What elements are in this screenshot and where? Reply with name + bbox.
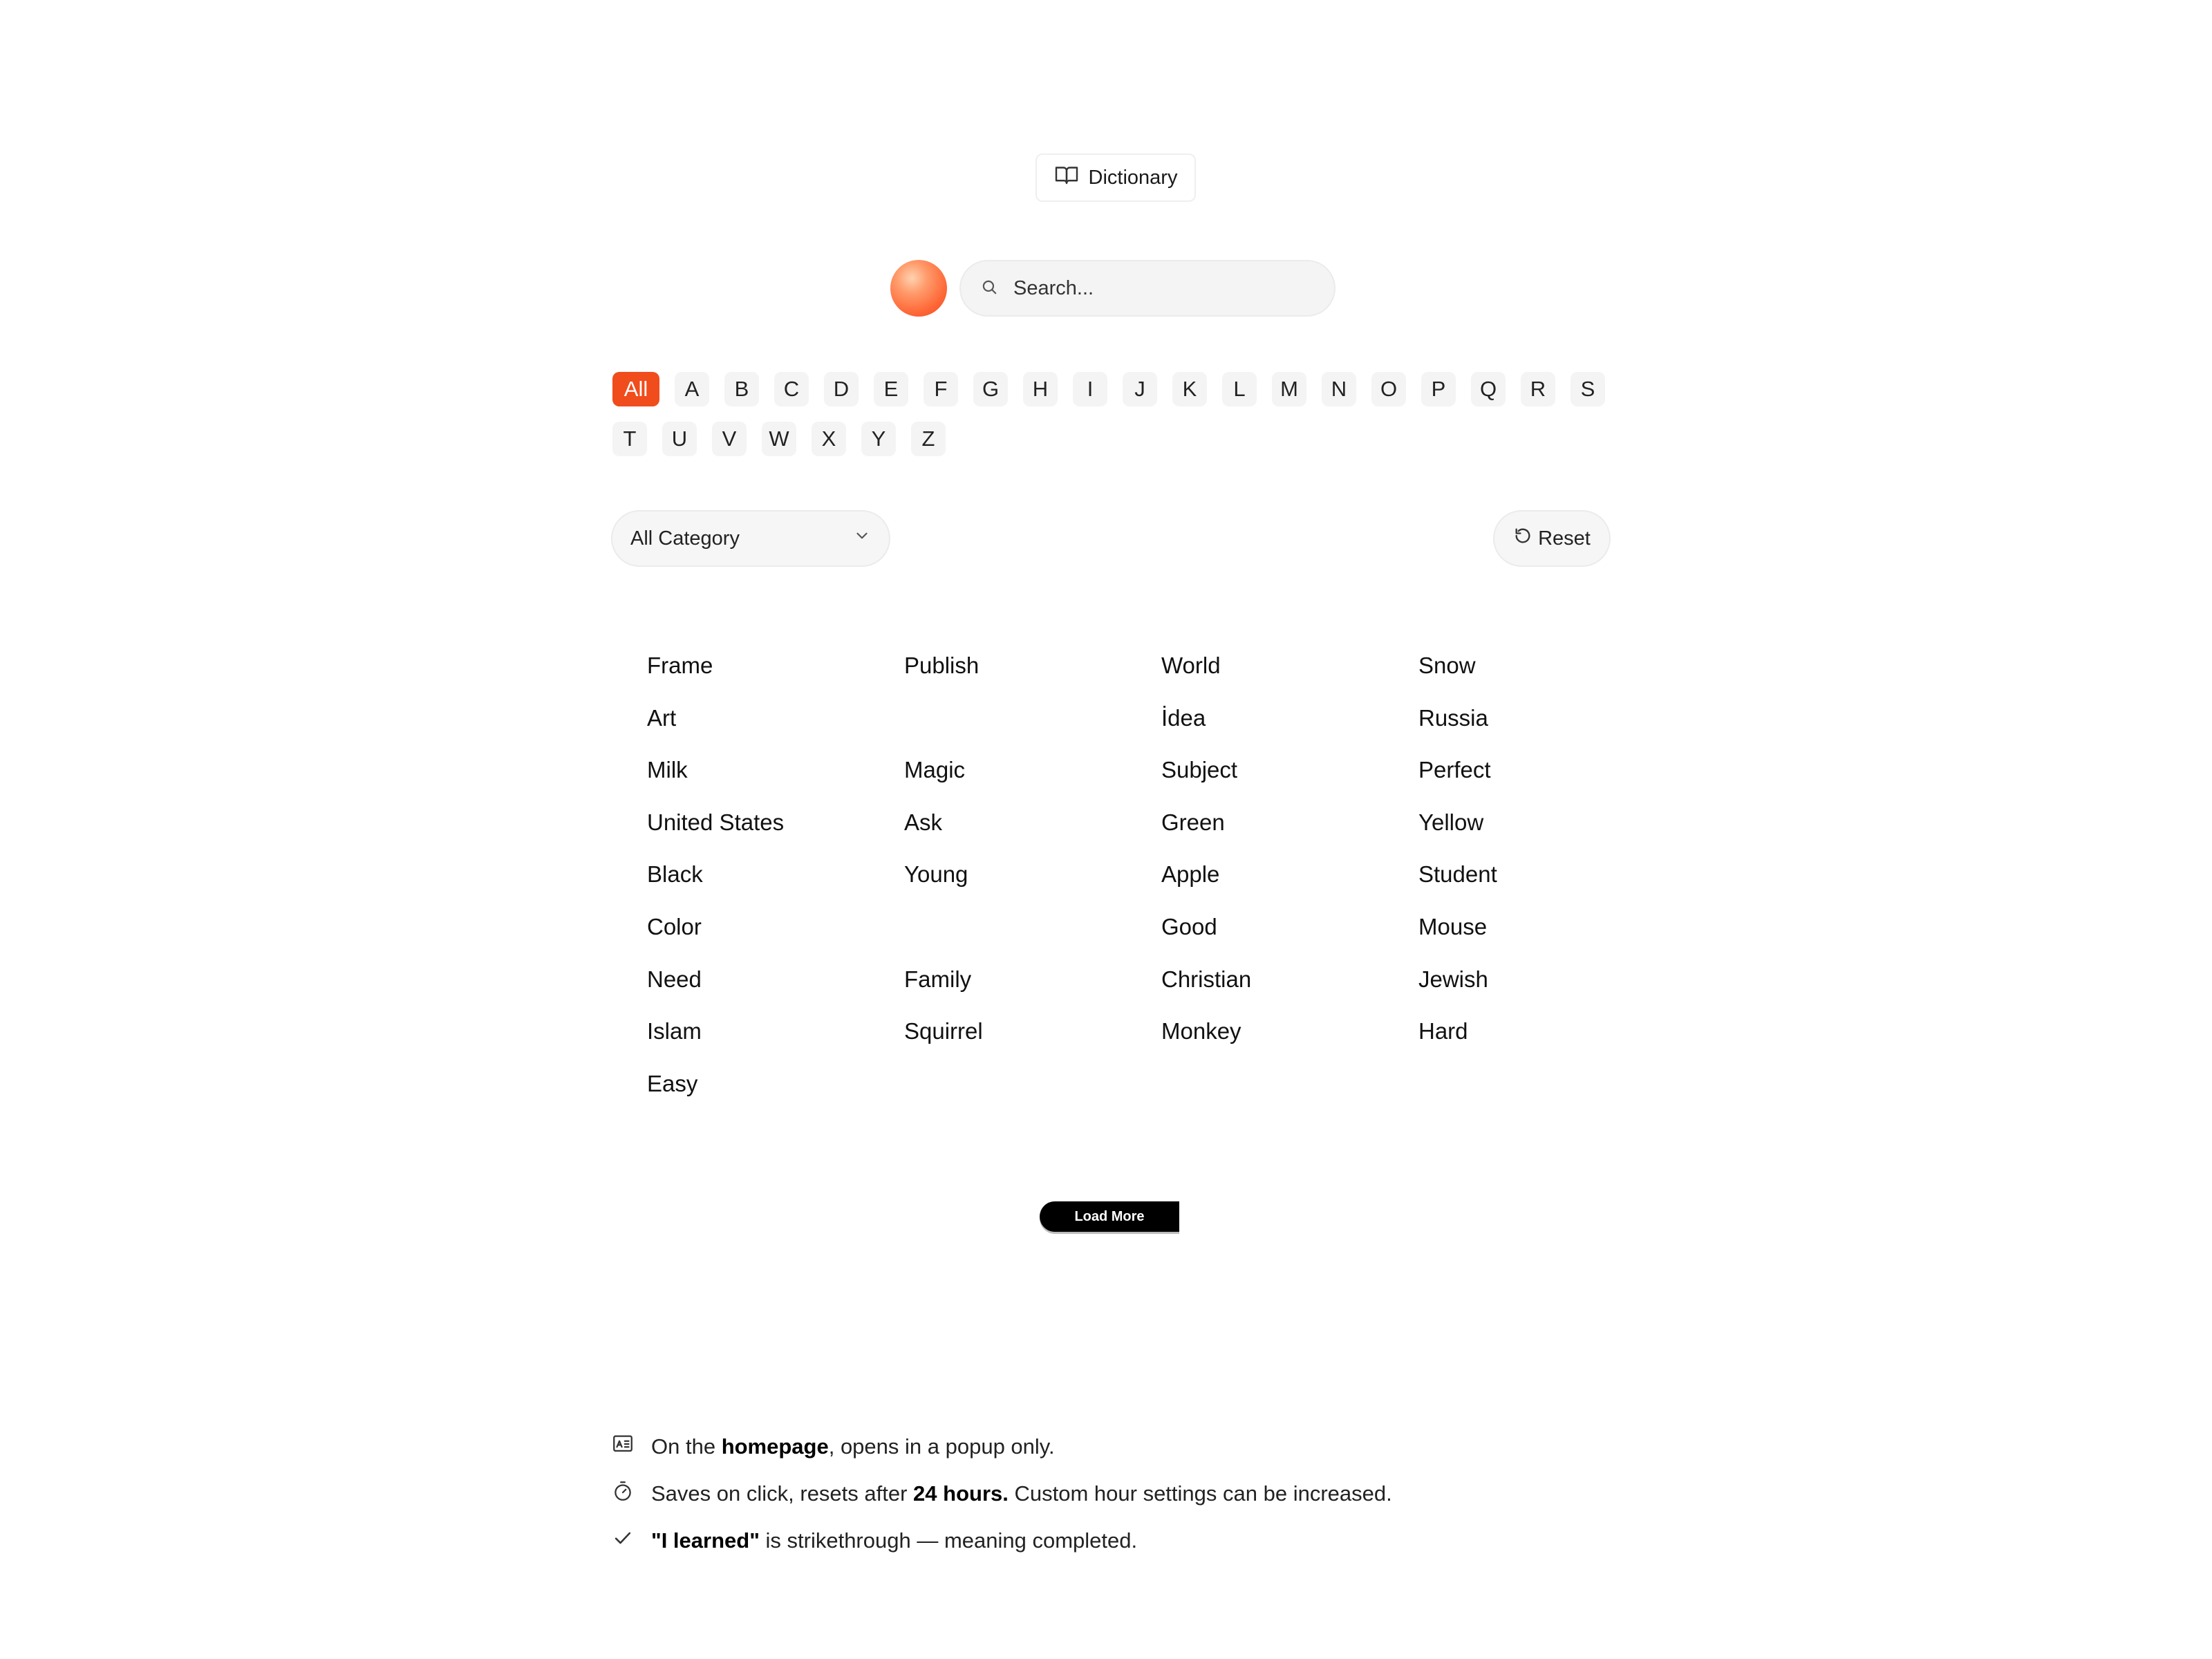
letter-j[interactable]: J: [1123, 372, 1157, 406]
note-timer: [611, 1479, 1392, 1508]
word-item[interactable]: World: [1161, 653, 1221, 678]
letter-i[interactable]: I: [1073, 372, 1107, 406]
word-item[interactable]: Young: [904, 861, 968, 887]
letter-y[interactable]: Y: [861, 422, 896, 456]
word-item[interactable]: Russia: [1418, 705, 1488, 731]
word-item[interactable]: Christian: [1161, 966, 1252, 992]
timer-icon: [611, 1479, 635, 1508]
letter-m[interactable]: M: [1272, 372, 1306, 406]
reset-label: Reset: [1538, 527, 1591, 550]
word-item[interactable]: Ask: [904, 809, 943, 835]
word-item[interactable]: Apple: [1161, 861, 1220, 887]
letter-w[interactable]: W: [762, 422, 796, 456]
word-item[interactable]: Yellow: [1418, 809, 1484, 835]
letter-z[interactable]: Z: [911, 422, 946, 456]
search-bar[interactable]: [959, 260, 1335, 317]
word-item[interactable]: Jewish: [1418, 966, 1488, 992]
word-item[interactable]: Green: [1161, 809, 1225, 835]
search-input[interactable]: [1012, 276, 1305, 301]
rotate-ccw-icon: [1513, 526, 1533, 551]
letter-l[interactable]: L: [1222, 372, 1257, 406]
reset-button[interactable]: [1493, 510, 1611, 567]
note-text: Saves on click, resets after 24 hours. Custom hour settings can be increased.: [651, 1481, 1392, 1506]
word-item[interactable]: Need: [647, 966, 702, 992]
letter-a[interactable]: A: [675, 372, 709, 406]
avatar[interactable]: [890, 260, 947, 317]
letter-g[interactable]: G: [973, 372, 1008, 406]
word-item[interactable]: Monkey: [1161, 1018, 1241, 1044]
letter-u[interactable]: U: [662, 422, 697, 456]
chevron-down-icon: [853, 527, 871, 550]
word-item[interactable]: Family: [904, 966, 972, 992]
note-text: On the homepage, opens in a popup only.: [651, 1434, 1055, 1459]
letter-v[interactable]: V: [712, 422, 747, 456]
word-item[interactable]: Subject: [1161, 757, 1238, 782]
letter-h[interactable]: H: [1023, 372, 1058, 406]
letter-x[interactable]: X: [812, 422, 846, 456]
word-item[interactable]: Hard: [1418, 1018, 1468, 1044]
load-more-button[interactable]: Load More: [1040, 1201, 1179, 1232]
word-item[interactable]: Squirrel: [904, 1018, 983, 1044]
letter-all[interactable]: All: [612, 372, 659, 406]
word-item[interactable]: Snow: [1418, 653, 1476, 678]
search-icon: [980, 278, 998, 299]
letter-c[interactable]: C: [774, 372, 809, 406]
word-item[interactable]: Student: [1418, 861, 1497, 887]
alphabet-filter: [612, 372, 1608, 456]
open-book-icon: [1054, 162, 1079, 193]
letter-o[interactable]: O: [1371, 372, 1406, 406]
letter-b[interactable]: B: [724, 372, 759, 406]
word-item[interactable]: United States: [647, 809, 785, 835]
word-item[interactable]: Frame: [647, 653, 713, 678]
check-icon: [611, 1526, 635, 1555]
word-item[interactable]: Magic: [904, 757, 966, 782]
letter-p[interactable]: P: [1421, 372, 1456, 406]
note-learned: [611, 1526, 1137, 1555]
word-item[interactable]: Easy: [647, 1071, 698, 1096]
word-item[interactable]: Good: [1161, 914, 1217, 939]
letter-n[interactable]: N: [1322, 372, 1356, 406]
letter-e[interactable]: E: [874, 372, 908, 406]
dictionary-title-pill: [1035, 153, 1196, 202]
letter-t[interactable]: T: [612, 422, 647, 456]
category-label: All Category: [630, 527, 740, 550]
letter-q[interactable]: Q: [1471, 372, 1506, 406]
note-popup: [611, 1432, 1055, 1461]
note-text: "I learned" is strikethrough — meaning completed.: [651, 1528, 1138, 1553]
word-item[interactable]: Art: [647, 705, 677, 731]
letter-f[interactable]: F: [924, 372, 958, 406]
letter-d[interactable]: D: [824, 372, 859, 406]
word-item[interactable]: Perfect: [1418, 757, 1491, 782]
word-item[interactable]: Color: [647, 914, 702, 939]
word-item[interactable]: İdea: [1161, 705, 1206, 731]
letter-k[interactable]: K: [1172, 372, 1207, 406]
page-title: Dictionary: [1088, 166, 1178, 189]
category-dropdown[interactable]: [611, 510, 890, 567]
word-item[interactable]: Publish: [904, 653, 980, 678]
word-item[interactable]: Mouse: [1418, 914, 1488, 939]
id-card-icon: [611, 1432, 635, 1461]
word-item[interactable]: Islam: [647, 1018, 702, 1044]
letter-s[interactable]: S: [1571, 372, 1605, 406]
word-item[interactable]: Milk: [647, 757, 688, 782]
word-item[interactable]: Black: [647, 861, 703, 887]
letter-r[interactable]: R: [1521, 372, 1555, 406]
